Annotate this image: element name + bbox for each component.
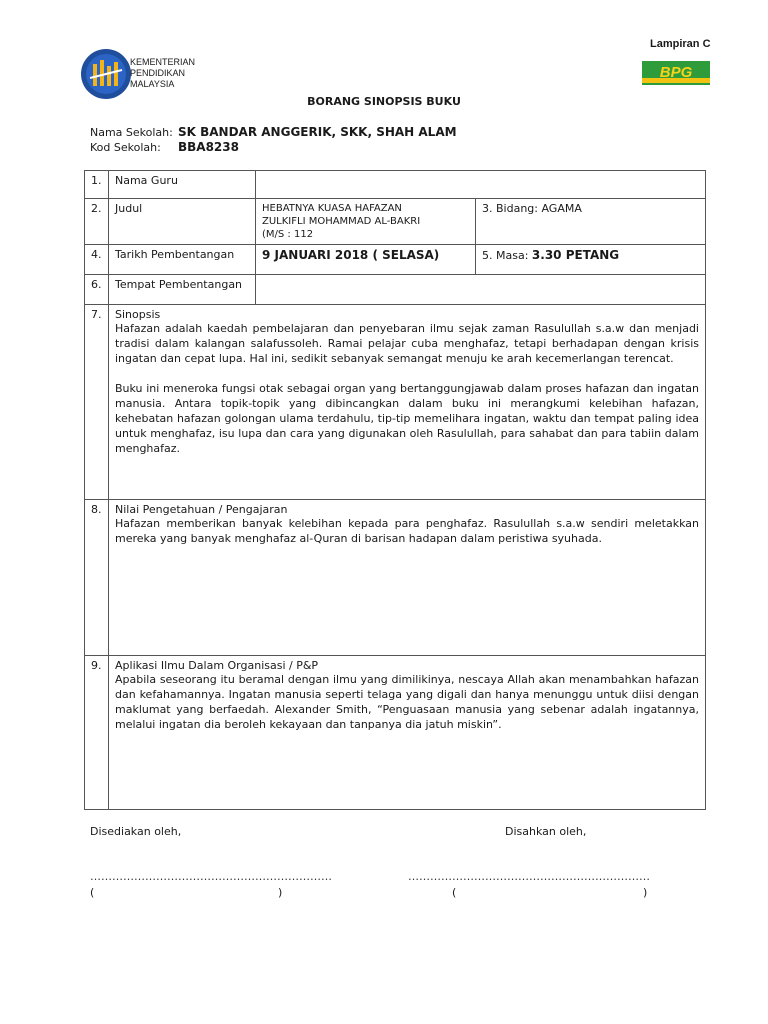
synopsis-paragraph: Buku ini meneroka fungsi otak sebagai organ yang bertanggungjawab dalam proses hafazan dan ingatan manusia. Antara topik-topik yang dibincangkan dalam buku ini merangkumi kelebihan hafazan, kehebatan hafazan golongan ulama terdahulu, tip-tip memelihara ingatan, waktu dan tempat paling idea untuk menghafaz, isu lupa dan cara yang digunakan oleh Rasulullah, para sahabat dan para tabiin dalam menghafaz.	[115, 382, 699, 455]
ministry-name	[130, 57, 195, 90]
presentation-time-value: 3.30 PETANG	[531, 248, 620, 262]
row-presentation-date	[85, 245, 706, 275]
presentation-time-cell[interactable]	[476, 245, 706, 275]
row-knowledge-application	[85, 656, 706, 810]
field-category: 3. Bidang: AGAMA	[476, 199, 706, 245]
teacher-name-field[interactable]	[256, 171, 706, 199]
row-number: 4.	[85, 245, 109, 275]
prepared-by-open-paren: (	[90, 886, 95, 899]
presentation-venue-label: Tempat Pembentangan	[109, 275, 256, 305]
approved-by-open-paren: (	[452, 886, 457, 899]
book-author: ZULKIFLI MOHAMMAD AL-BAKRI	[262, 216, 421, 227]
knowledge-value-field[interactable]	[109, 500, 706, 656]
row-number: 1.	[85, 171, 109, 199]
school-name-label: Nama Sekolah:	[90, 126, 173, 139]
knowledge-application-heading: Aplikasi Ilmu Dalam Organisasi / P&P	[115, 659, 319, 672]
ministry-line: PENDIDIKAN	[130, 68, 186, 78]
presentation-venue-field[interactable]	[256, 275, 706, 305]
row-title	[85, 199, 706, 245]
school-code-label: Kod Sekolah:	[90, 141, 161, 154]
book-title-field[interactable]	[256, 199, 476, 245]
row-presentation-venue	[85, 275, 706, 305]
row-number: 7.	[85, 305, 109, 500]
appendix-label: Lampiran C	[650, 38, 711, 50]
prepared-by-close-paren: )	[278, 886, 283, 899]
presentation-date-value[interactable]: 9 JANUARI 2018 ( SELASA)	[256, 245, 476, 275]
ministry-line: KEMENTERIAN	[130, 57, 196, 67]
knowledge-value-paragraph: Hafazan memberikan banyak kelebihan kepada para penghafaz. Rasulullah s.a.w sendiri meletakkan mereka yang banyak menghafaz al-Quran di barisan hadapan dalam peristiwa syuhada.	[115, 517, 699, 545]
bpg-logo-text: BPG	[659, 64, 693, 81]
school-code-value: BBA8238	[178, 140, 239, 154]
knowledge-application-paragraph: Apabila seseorang itu beramal dengan ilmu yang dimilikinya, nescaya Allah akan menambahkan hafazan dan kefahamannya. Ingatan manusia seperti telaga yang digali dan hanya menunggu untuk diisi dengan maklumat yang berfaedah. Alexander Smith, “Penguasaan manusia yang sebenar adalah ingatannya, melalui ingatan dia beroleh kekayaan dan tanpanya dia jatuh miskin”.	[115, 673, 699, 731]
book-title: HEBATNYA KUASA HAFAZAN	[262, 203, 402, 214]
approved-by-label: Disahkan oleh,	[505, 825, 587, 838]
bpg-logo-icon	[640, 58, 712, 88]
prepared-by-signature-line[interactable]: …………………………………………………………	[90, 870, 332, 883]
school-code-line	[90, 140, 239, 154]
teacher-name-label: Nama Guru	[109, 171, 256, 199]
synopsis-form-table	[84, 170, 706, 810]
synopsis-heading: Sinopsis	[115, 308, 161, 321]
row-number: 6.	[85, 275, 109, 305]
knowledge-value-heading: Nilai Pengetahuan / Pengajaran	[115, 503, 288, 516]
ministry-line: MALAYSIA	[130, 79, 175, 89]
knowledge-application-field[interactable]	[109, 656, 706, 810]
presentation-time-label: 5. Masa:	[482, 249, 529, 262]
row-number: 8.	[85, 500, 109, 656]
ministry-logo-icon	[80, 48, 132, 100]
school-name-line	[90, 125, 457, 139]
page-title: BORANG SINOPSIS BUKU	[307, 95, 461, 108]
prepared-by-label: Disediakan oleh,	[90, 825, 182, 838]
row-synopsis	[85, 305, 706, 500]
school-name-value: SK BANDAR ANGGERIK, SKK, SHAH ALAM	[178, 125, 457, 139]
row-number: 2.	[85, 199, 109, 245]
approved-by-signature-line[interactable]: …………………………………………………………	[408, 870, 650, 883]
row-number: 9.	[85, 656, 109, 810]
row-teacher-name	[85, 171, 706, 199]
approved-by-close-paren: )	[643, 886, 648, 899]
book-pages: (M/S : 112	[262, 229, 314, 240]
synopsis-field[interactable]	[109, 305, 706, 500]
title-label: Judul	[109, 199, 256, 245]
synopsis-paragraph: Hafazan adalah kaedah pembelajaran dan penyebaran ilmu sejak zaman Rasulullah s.a.w dan menjadi tradisi dalam kalangan salafussoleh. Ramai pelajar cuba menghafaz, tetapi berhadapan dengan krisis ingatan dan cepat lupa. Hal ini, sedikit sebanyak semangat menuju ke arah kecemerlangan terencat.	[115, 322, 699, 365]
presentation-date-label: Tarikh Pembentangan	[109, 245, 256, 275]
row-knowledge-value	[85, 500, 706, 656]
